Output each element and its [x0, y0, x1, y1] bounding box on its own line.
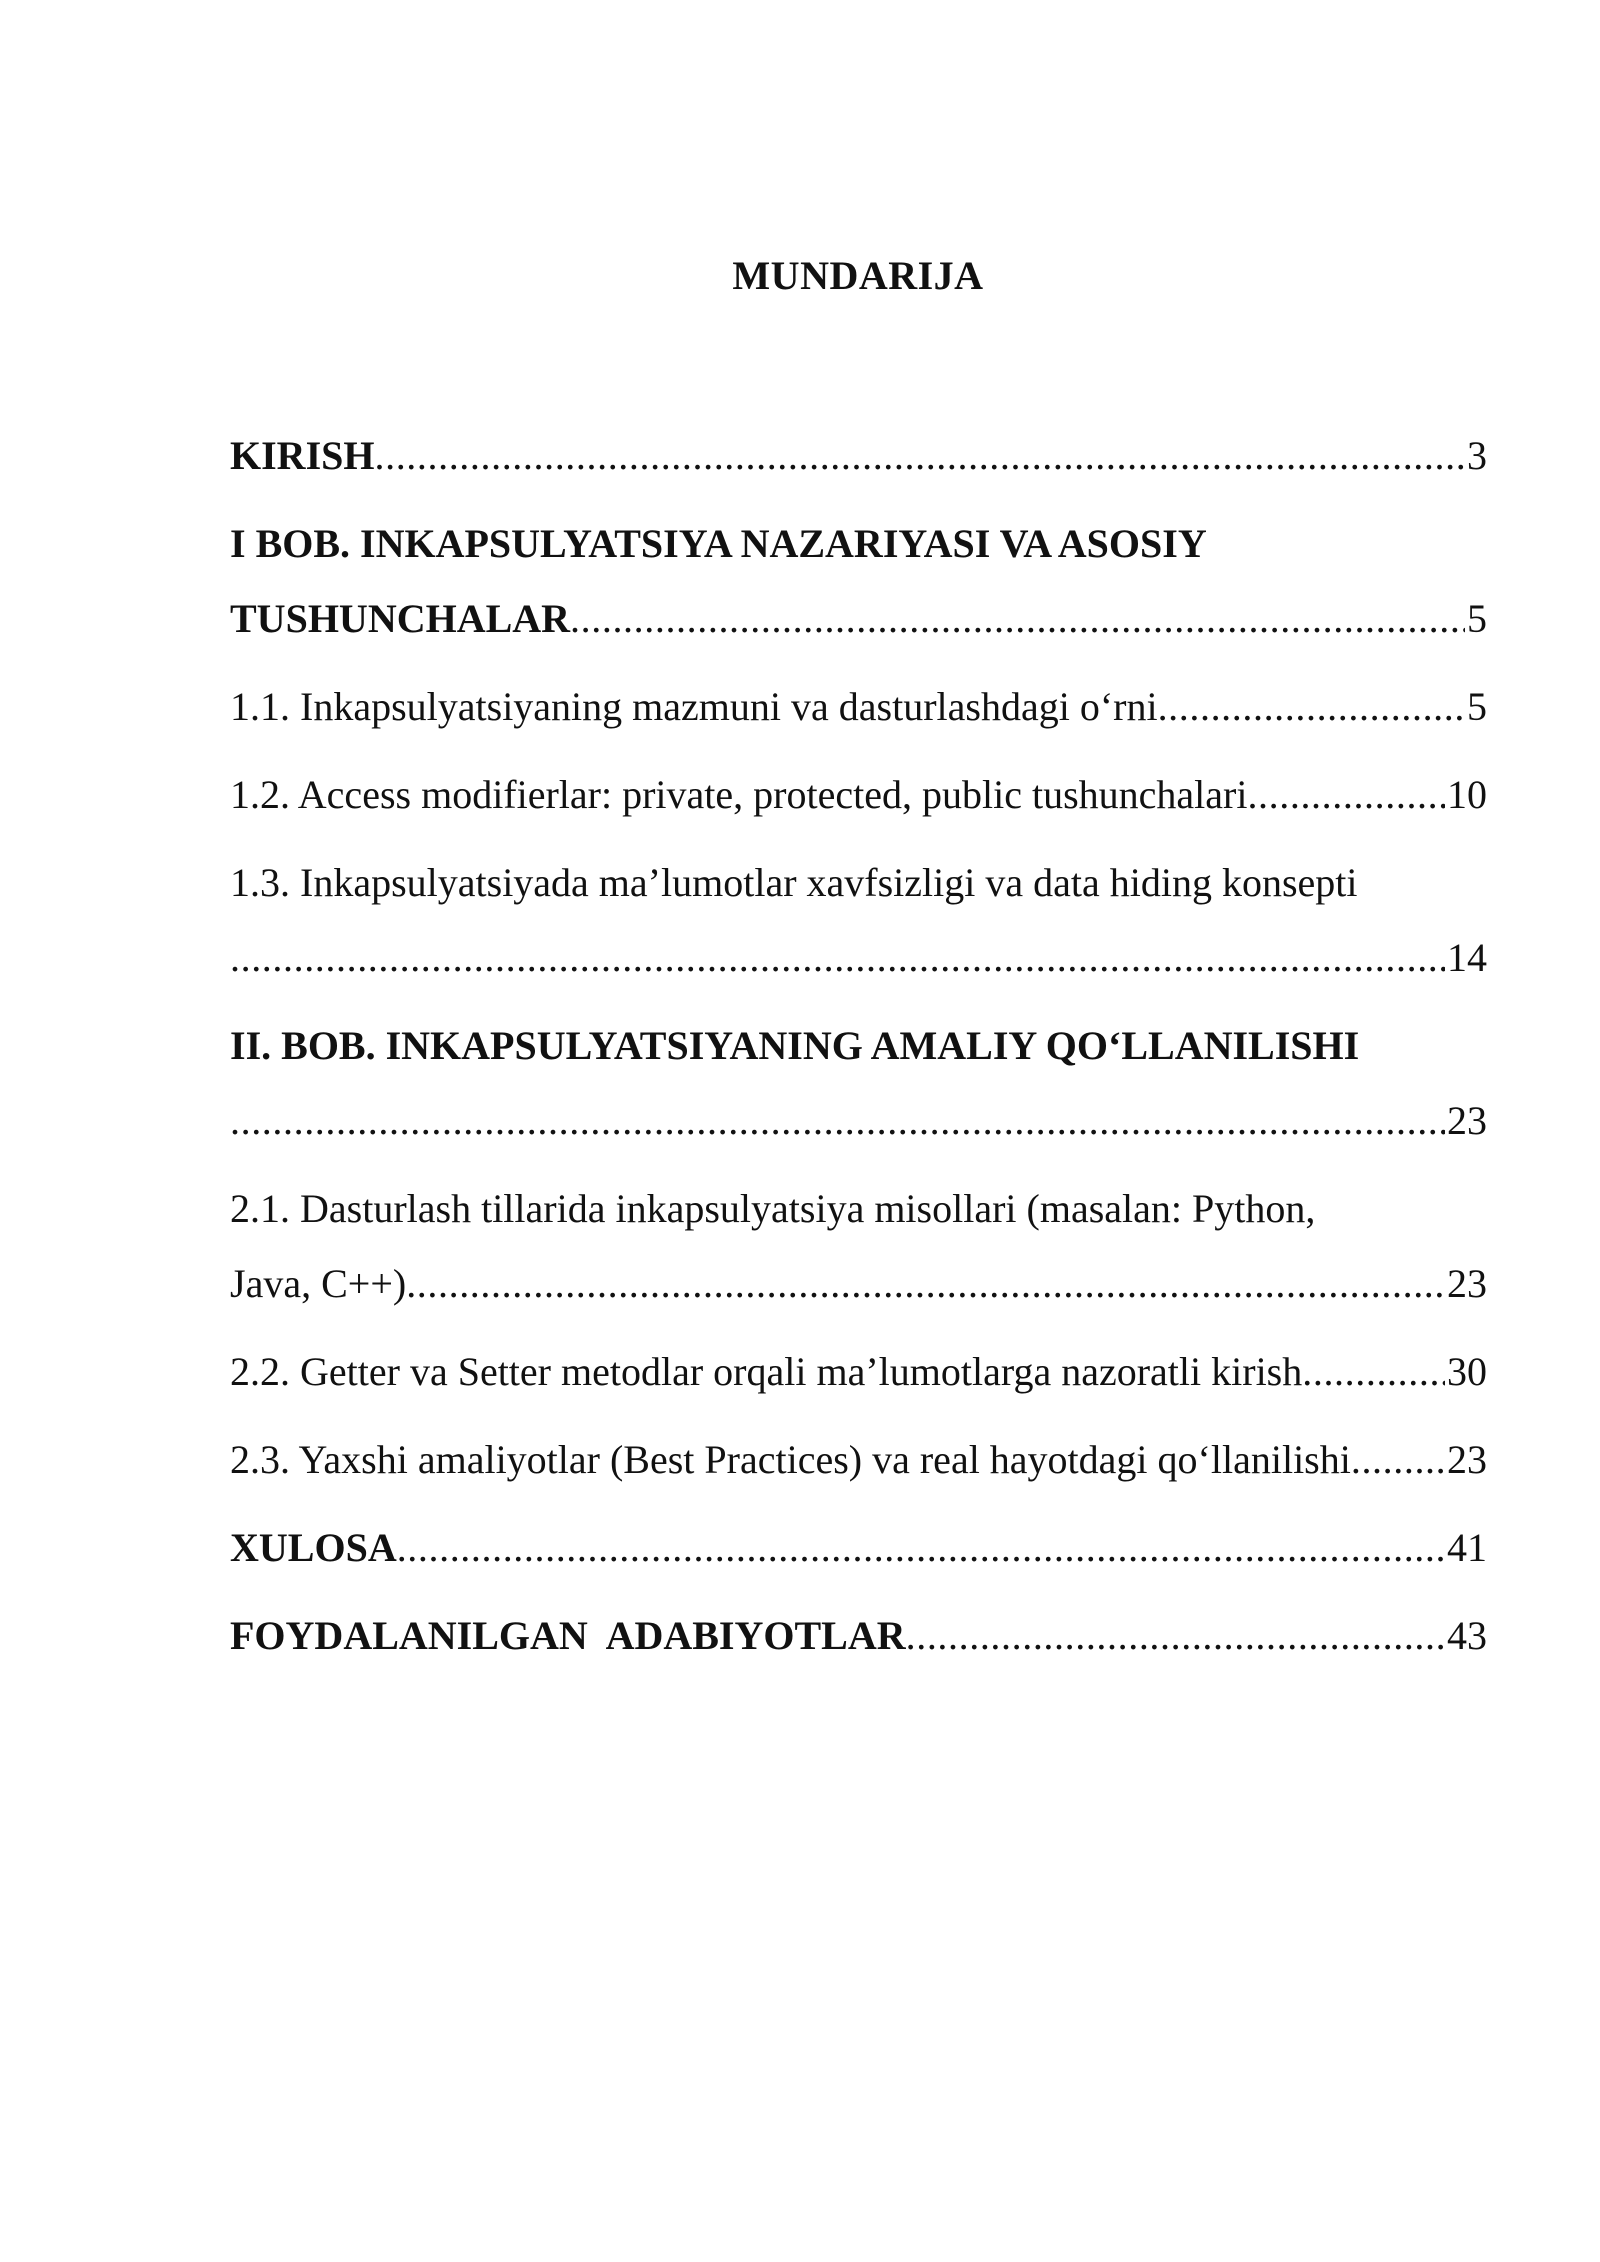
toc-entry-label: 1.1. Inkapsulyatsiyaning mazmuni va dasturlashdagi o‘rni	[230, 684, 1158, 729]
toc-page-number: 30	[1447, 1349, 1487, 1394]
toc-entry-section-1-3[interactable]	[230, 845, 1487, 995]
dot-leader	[1302, 1334, 1445, 1409]
toc-page-number: 23	[1447, 1437, 1487, 1482]
dot-leader	[570, 581, 1465, 656]
toc-page-number: 23	[1447, 1261, 1487, 1306]
dot-leader	[406, 1246, 1445, 1321]
toc-page-number: 10	[1447, 772, 1487, 817]
toc-entry-label: II. BOB. INKAPSULYATSIYANING AMALIY QO‘LLANILISHI	[230, 1023, 1360, 1068]
dot-leader	[230, 920, 1445, 995]
toc-entry-kirish[interactable]	[230, 418, 1487, 493]
toc-entry-label: 1.2. Access modifierlar: private, protected, public tushunchalari	[230, 772, 1248, 817]
dot-leader	[906, 1598, 1445, 1673]
toc-entry-label: 2.1. Dasturlash tillarida inkapsulyatsiya misollari (masalan: Python,	[230, 1186, 1316, 1231]
dot-leader	[397, 1510, 1445, 1585]
toc-page-number: 23	[1447, 1098, 1487, 1143]
toc-entry-label: 2.3. Yaxshi amaliyotlar (Best Practices) va real hayotdagi qo‘llanilishi	[230, 1437, 1351, 1482]
toc-page-number: 41	[1447, 1525, 1487, 1570]
toc-entry-section-1-2[interactable]	[230, 757, 1487, 832]
dot-leader	[1158, 669, 1465, 744]
toc-entry-references[interactable]	[230, 1598, 1487, 1673]
dot-leader	[1247, 757, 1445, 832]
toc-page-number: 3	[1467, 433, 1487, 478]
toc-page-number: 43	[1447, 1613, 1487, 1658]
toc-entry-label: I BOB. INKAPSULYATSIYA NAZARIYASI VA ASOSIY	[230, 521, 1207, 566]
toc-entry-label: XULOSA	[230, 1525, 397, 1570]
page-title: MUNDARIJA	[732, 253, 984, 298]
toc-page-number: 5	[1467, 684, 1487, 729]
toc-entry-label-continued: TUSHUNCHALAR	[230, 596, 571, 641]
toc-entry-section-2-2[interactable]	[230, 1334, 1487, 1409]
toc-entry-label: KIRISH	[230, 433, 375, 478]
dot-leader	[375, 418, 1466, 493]
table-of-contents	[230, 418, 1487, 1686]
toc-page-number: 5	[1467, 596, 1487, 641]
toc-entry-chapter-1[interactable]	[230, 506, 1487, 656]
toc-entry-section-1-1[interactable]	[230, 669, 1487, 744]
toc-entry-section-2-1[interactable]	[230, 1171, 1487, 1321]
toc-entry-label: FOYDALANILGAN ADABIYOTLAR	[230, 1613, 906, 1658]
toc-entry-xulosa[interactable]	[230, 1510, 1487, 1585]
toc-entry-label: 2.2. Getter va Setter metodlar orqali ma’lumotlarga nazoratli kirish	[230, 1349, 1303, 1394]
toc-entry-label-continued: Java, C++)	[230, 1261, 407, 1306]
toc-page-number: 14	[1447, 935, 1487, 980]
toc-entry-section-2-3[interactable]	[230, 1422, 1487, 1497]
toc-entry-chapter-2[interactable]	[230, 1008, 1487, 1158]
dot-leader	[230, 1083, 1445, 1158]
toc-entry-label: 1.3. Inkapsulyatsiyada ma’lumotlar xavfsizligi va data hiding konsepti	[230, 860, 1358, 905]
dot-leader	[1351, 1422, 1445, 1497]
